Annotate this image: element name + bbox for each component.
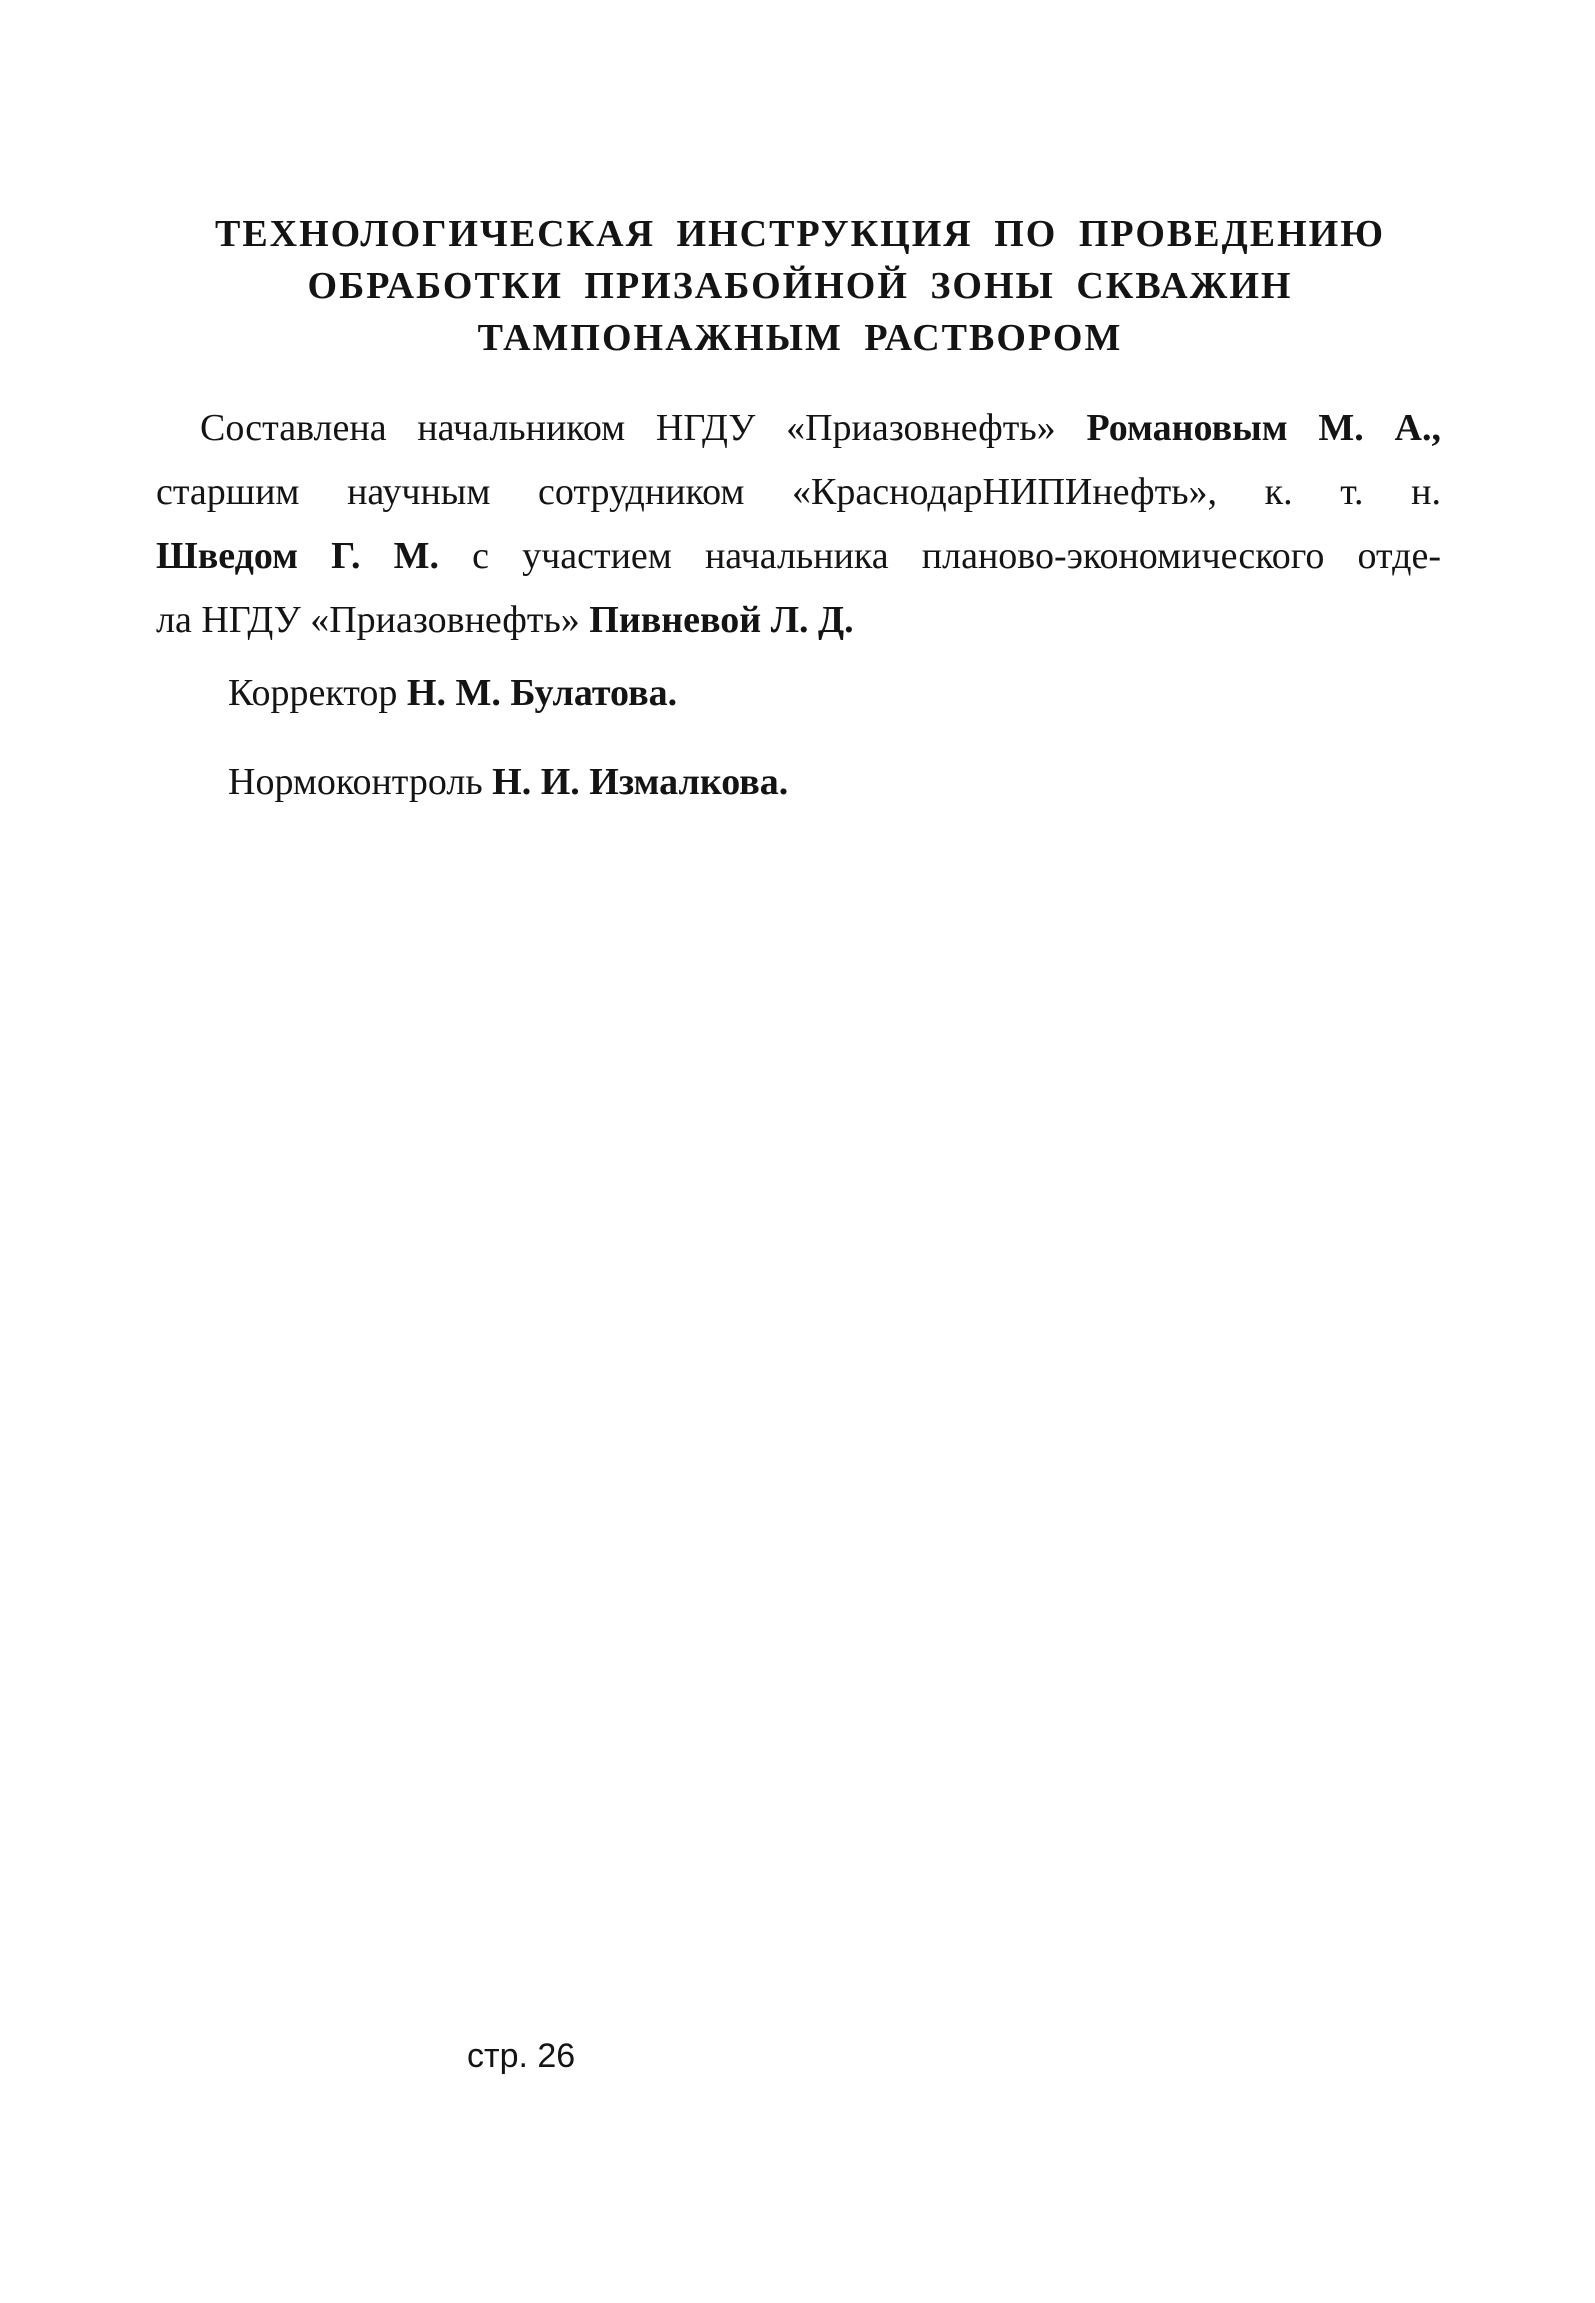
normcontrol-label: Нормоконтроль (228, 761, 493, 803)
authors-line-4-text: ла НГДУ «Приазовнефть» (156, 599, 590, 641)
authors-line-1-text: Составлена начальником НГДУ «Приазовнефть» (200, 407, 1087, 449)
author-romanov: Романовым М. А., (1086, 407, 1442, 449)
corrector-name: Н. М. Булатова. (406, 672, 678, 714)
authors-line-1 (156, 396, 1441, 460)
authors-line-4 (156, 588, 1441, 652)
author-pivneva: Пивневой Л. Д. (589, 599, 854, 641)
authors-line-3-text: с участием начальника планово-экономического отде- (439, 535, 1442, 577)
authors-line-3 (156, 524, 1441, 588)
author-shved: Шведом Г. М. (156, 535, 440, 577)
page-number: стр. 26 (467, 2037, 576, 2075)
authors-paragraph (156, 396, 1441, 652)
title-line-3: ТАМПОНАЖНЫМ РАСТВОРОМ (477, 317, 1123, 359)
normcontrol-name: Н. И. Измалкова. (492, 761, 789, 803)
authors-line-2: старшим научным сотрудником «КраснодарНИПИнефть», к. т. н. (156, 471, 1441, 513)
corrector-line (228, 668, 677, 718)
title-line-1: ТЕХНОЛОГИЧЕСКАЯ ИНСТРУКЦИЯ ПО ПРОВЕДЕНИЮ (214, 213, 1386, 255)
corrector-label: Корректор (228, 672, 407, 714)
normcontrol-line (228, 757, 788, 807)
title-line-2: ОБРАБОТКИ ПРИЗАБОЙНОЙ ЗОНЫ СКВАЖИН (307, 265, 1293, 307)
document-title (160, 208, 1440, 364)
